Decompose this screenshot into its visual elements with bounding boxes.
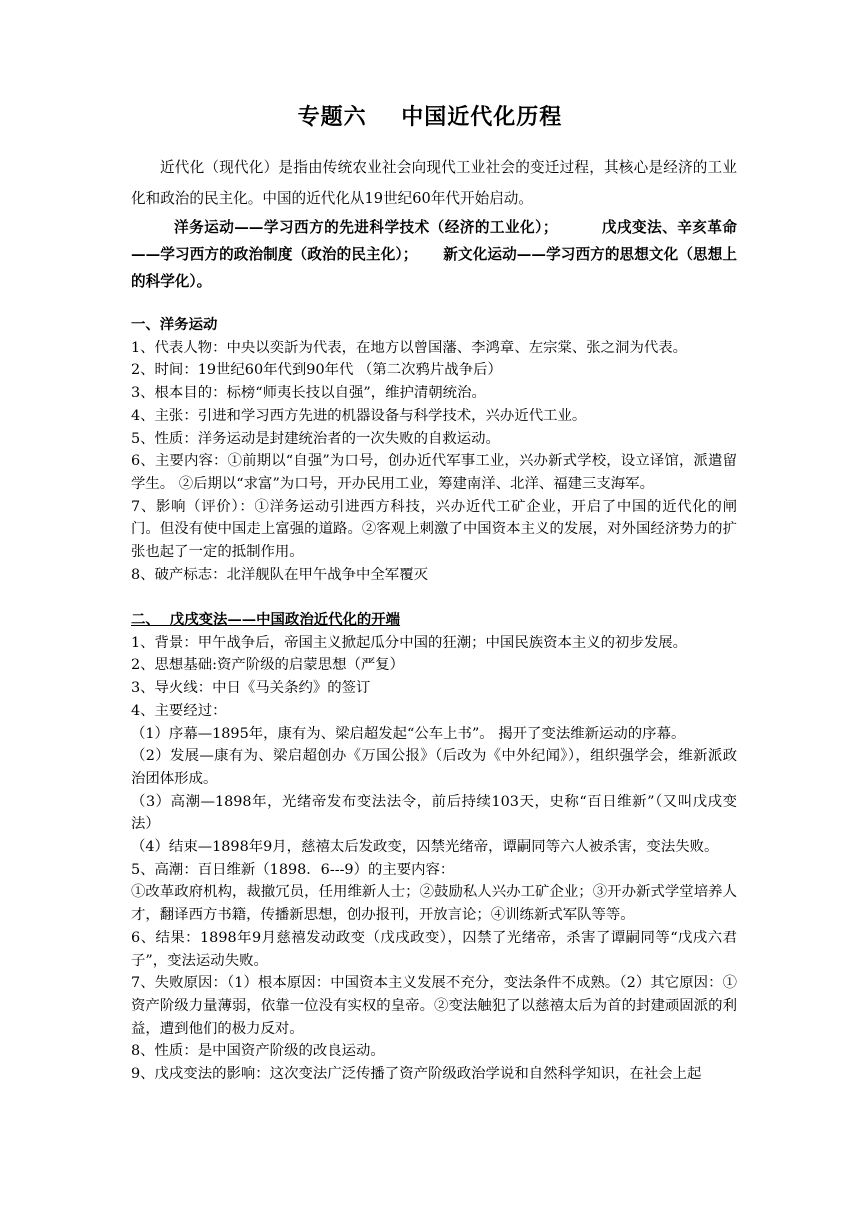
list-item: 2、时间：19世纪60年代到90年代 （第二次鸦片战争后）: [131, 362, 502, 379]
list-item: 7、失败原因：（1）根本原因：中国资本主义发展不充分，变法条件不成熟。（2）其它原因：①资产阶级力量薄弱，依靠一位没有实权的皇帝。②变法触犯了以慈禧太后为首的封建顽固派的利益，遭到他们的极力反对。: [131, 975, 737, 1037]
list-item: 6、结果：1898年9月慈禧发动政变（戊戌政变），囚禁了光绪帝，杀害了谭嗣同等“戊戌六君子”，变法运动失败。: [131, 929, 737, 969]
list-item: 3、根本目的：标榜“师夷长技以自强”，维护清朝统治。: [131, 385, 486, 402]
intro-paragraph: 近代化（现代化）是指由传统农业社会向现代工业社会的变迁过程，其核心是经济的工业化和政治的民主化。中国的近代化从19世纪60年代开始启动。: [131, 159, 737, 207]
list-item: 4、主张：引进和学习西方先进的机器设备与科学技术，兴办近代工业。: [131, 407, 587, 424]
list-item: 5、性质：洋务运动是封建统治者的一次失败的自救运动。: [131, 430, 500, 447]
list-item: （4）结束—1898年9月，慈禧太后发政变，囚禁光绪帝，谭嗣同等六人被杀害，变法失败。: [131, 839, 719, 856]
list-item: 4、主要经过：: [131, 702, 227, 719]
list-item: 7、影响（评价）：①洋务运动引进西方科技，兴办近代工矿企业，开启了中国的近代化的闸门。但没有使中国走上富强的道路。②客观上刺激了中国资本主义的发展，对外国经济势力的扩张也起了一定的抵制作用。: [131, 498, 737, 561]
list-item: （3）高潮—1898年，光绪帝发布变法法令，前后持续103天，史称“百日维新”（又叫戊戌变法）: [131, 793, 737, 833]
section-yangwu: [131, 314, 737, 586]
list-item: 3、导火线：中日《马关条约》的签订: [131, 680, 371, 697]
list-item: ①改革政府机构，裁撤冗员，任用维新人士；②鼓励私人兴办工矿企业；③开办新式学堂培养人才，翻译西方书籍，传播新思想，创办报刊，开放言论；④训练新式军队等等。: [131, 884, 737, 924]
section-wuxu: [131, 609, 737, 1086]
page-title: 专题六 中国近代化历程: [297, 104, 563, 130]
section-heading: 一、洋务运动: [131, 316, 218, 333]
list-item: 6、主要内容：①前期以“自强”为口号，创办近代军事工业，兴办新式学校，设立译馆，派遣留学生。 ②后期以“求富”为口号，开办民用工业，筹建南洋、北洋、福建三支海军。: [131, 453, 737, 492]
list-item: 1、代表人物：中央以奕訢为代表，在地方以曾国藩、李鸿章、左宗棠、张之洞为代表。: [131, 339, 688, 356]
list-item: 5、高潮：百日维新（1898．6---9）的主要内容：: [131, 861, 455, 878]
list-item: 1、背景：甲午战争后，帝国主义掀起瓜分中国的狂潮；中国民族资本主义的初步发展。: [131, 634, 688, 651]
list-item: 8、性质：是中国资产阶级的改良运动。: [131, 1043, 385, 1060]
list-item: 2、思想基础:资产阶级的启蒙思想（严复）: [131, 657, 405, 674]
section-heading: 二、 戊戌变法——中国政治近代化的开端: [131, 611, 401, 628]
list-item: （2）发展—康有为、梁启超创办《万国公报》（后改为《中外纪闻》），组织强学会，维新派政治团体形成。: [131, 748, 737, 787]
list-item: 9、戊戌变法的影响：这次变法广泛传播了资产阶级政治学说和自然科学知识，在社会上起: [131, 1066, 702, 1083]
summary-paragraph: 洋务运动——学习西方的先进科学技术（经济的工业化）； 戊戌变法、辛亥革命——学习西方的政治制度（政治的民主化）； 新文化运动——学习西方的思想文化（思想上的科学化）。: [131, 219, 737, 290]
list-item: 8、破产标志：北洋舰队在甲午战争中全军覆灭: [131, 566, 428, 583]
list-item: （1）序幕—1895年，康有为、梁启超发起“公车上书”。 揭开了变法维新运动的序幕。: [131, 725, 686, 742]
